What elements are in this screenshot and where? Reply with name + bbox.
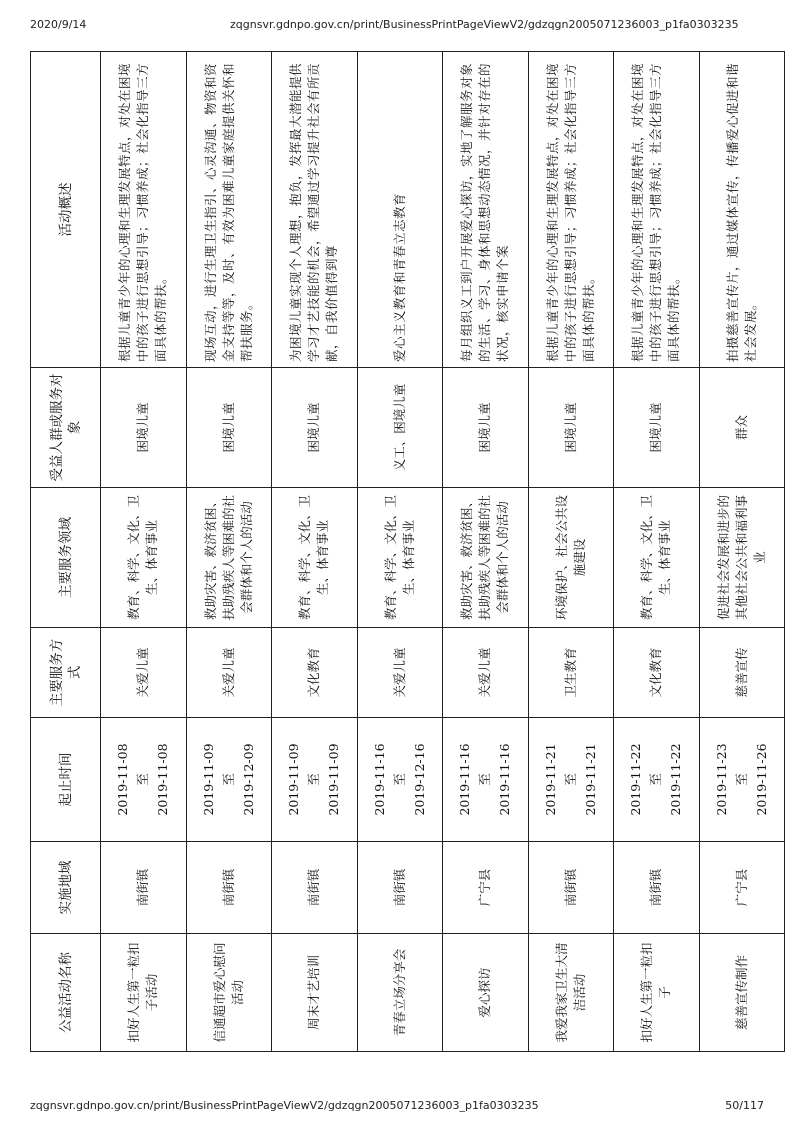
period-start: 2019-11-08 bbox=[115, 743, 131, 816]
activity-summary: 为困境儿童实现个人理想，抱负，发挥最大潜能提供学习才艺技能的机会，希望通过学习提升社会有所贡献，自我价值得到尊 bbox=[272, 52, 358, 368]
activity-name: 周末才艺培训 bbox=[272, 934, 358, 1052]
service-method: 文化教育 bbox=[272, 628, 358, 718]
table-row bbox=[186, 52, 272, 1052]
activity-region: 南街镇 bbox=[614, 842, 700, 934]
activity-summary: 拍摄慈善宣传片，通过媒体宣传，传播爱心促进和谐社会发展。 bbox=[699, 52, 785, 368]
activity-name: 青春立场分享会 bbox=[357, 934, 443, 1052]
activity-summary: 爱心主义教育和青春立志教育 bbox=[357, 52, 443, 368]
service-target: 义工、困境儿童 bbox=[357, 368, 443, 488]
period-start: 2019-11-16 bbox=[371, 743, 387, 816]
header-activity-name: 公益活动名称 bbox=[31, 934, 101, 1052]
service-method: 关爱儿童 bbox=[101, 628, 187, 718]
service-field: 教育、科学、文化、卫生、体育事业 bbox=[614, 488, 700, 628]
service-method: 关爱儿童 bbox=[186, 628, 272, 718]
service-target: 困境儿童 bbox=[272, 368, 358, 488]
header-target: 受益人群或服务对象 bbox=[31, 368, 101, 488]
period-start: 2019-11-21 bbox=[542, 743, 558, 816]
header-region: 实施地域 bbox=[31, 842, 101, 934]
period-separator: 至 bbox=[391, 773, 407, 786]
activity-region: 广宁县 bbox=[699, 842, 785, 934]
table-row bbox=[443, 52, 529, 1052]
activity-name: 扣好人生第一粒扣子活动 bbox=[101, 934, 187, 1052]
table-row bbox=[357, 52, 443, 1052]
activity-region: 南街镇 bbox=[272, 842, 358, 934]
activity-name: 我爱我家卫生大清洁活动 bbox=[528, 934, 614, 1052]
period-end: 2019-11-09 bbox=[326, 743, 342, 816]
service-target: 群众 bbox=[699, 368, 785, 488]
service-field: 教育、科学、文化、卫生、体育事业 bbox=[357, 488, 443, 628]
activity-name: 扣好人生第一粒扣子 bbox=[614, 934, 700, 1052]
table-row bbox=[272, 52, 358, 1052]
activity-region: 南街镇 bbox=[528, 842, 614, 934]
period-separator: 至 bbox=[220, 773, 236, 786]
table-row bbox=[101, 52, 187, 1052]
period-start: 2019-11-23 bbox=[713, 743, 729, 816]
activity-region: 南街镇 bbox=[357, 842, 443, 934]
footer-url: zqgnsvr.gdnpo.gov.cn/print/BusinessPrintPageViewV2/gdzqgn2005071236003_p1fa0303235 bbox=[30, 1099, 539, 1112]
header-field: 主要服务领域 bbox=[31, 488, 101, 628]
page-number: 50/117 bbox=[725, 1099, 764, 1112]
period-end: 2019-11-22 bbox=[668, 743, 684, 816]
activity-period bbox=[101, 718, 187, 842]
service-method: 关爱儿童 bbox=[357, 628, 443, 718]
period-end: 2019-12-09 bbox=[240, 743, 256, 816]
period-separator: 至 bbox=[306, 773, 322, 786]
service-method: 文化教育 bbox=[614, 628, 700, 718]
activity-region: 南街镇 bbox=[101, 842, 187, 934]
activity-summary: 根据儿童青少年的心理和生理发展特点，对处在困境中的孩子进行思想引导；习惯养成；社会化指导三方面具体的帮扶。 bbox=[528, 52, 614, 368]
service-target: 困境儿童 bbox=[186, 368, 272, 488]
activity-region: 南街镇 bbox=[186, 842, 272, 934]
period-end: 2019-11-08 bbox=[155, 743, 171, 816]
period-start: 2019-11-09 bbox=[286, 743, 302, 816]
header-period: 起止时间 bbox=[31, 718, 101, 842]
activity-table bbox=[30, 51, 785, 1052]
activity-summary: 每月组织义工到户开展爱心探访，实地了解服务对象的生活、学习、身体和思想动态情况，并针对存在的状况，核实申请个案 bbox=[443, 52, 529, 368]
activity-period bbox=[186, 718, 272, 842]
period-separator: 至 bbox=[135, 773, 151, 786]
table-row bbox=[699, 52, 785, 1052]
header-url: zqgnsvr.gdnpo.gov.cn/print/BusinessPrintPageViewV2/gdzqgn2005071236003_p1fa0303235 bbox=[230, 18, 739, 31]
period-start: 2019-11-09 bbox=[200, 743, 216, 816]
service-target: 困境儿童 bbox=[528, 368, 614, 488]
period-separator: 至 bbox=[648, 773, 664, 786]
activity-summary: 现场互动，进行生理卫生指引、心灵沟通、物资和资金支持等等，及时、有效为困难儿童家庭提供关怀和帮扶服务。 bbox=[186, 52, 272, 368]
service-field: 教育、科学、文化、卫生、体育事业 bbox=[101, 488, 187, 628]
period-start: 2019-11-22 bbox=[628, 743, 644, 816]
activity-region: 广宁县 bbox=[443, 842, 529, 934]
period-separator: 至 bbox=[733, 773, 749, 786]
header-summary: 活动概述 bbox=[31, 52, 101, 368]
table-header-row bbox=[31, 52, 101, 1052]
service-field: 教育、科学、文化、卫生、体育事业 bbox=[272, 488, 358, 628]
period-start: 2019-11-16 bbox=[457, 743, 473, 816]
activity-name: 慈善宣传制作 bbox=[699, 934, 785, 1052]
service-field: 救助灾害、救济贫困、扶助残疾人等困难的社会群体和个人的活动 bbox=[186, 488, 272, 628]
activity-period bbox=[357, 718, 443, 842]
activity-summary: 根据儿童青少年的心理和生理发展特点，对处在困境中的孩子进行思想引导；习惯养成；社会化指导三方面具体的帮扶。 bbox=[101, 52, 187, 368]
service-field: 环境保护、社会公共设施建设 bbox=[528, 488, 614, 628]
activity-period bbox=[272, 718, 358, 842]
activity-period bbox=[614, 718, 700, 842]
header-date: 2020/9/14 bbox=[30, 18, 87, 31]
table-row bbox=[614, 52, 700, 1052]
activity-period bbox=[528, 718, 614, 842]
service-target: 困境儿童 bbox=[101, 368, 187, 488]
service-target: 困境儿童 bbox=[614, 368, 700, 488]
header-method: 主要服务方式 bbox=[31, 628, 101, 718]
period-separator: 至 bbox=[562, 773, 578, 786]
activity-period bbox=[699, 718, 785, 842]
activity-name: 爱心探访 bbox=[443, 934, 529, 1052]
activity-period bbox=[443, 718, 529, 842]
service-field: 救助灾害、救济贫困、扶助残疾人等困难的社会群体和个人的活动 bbox=[443, 488, 529, 628]
period-end: 2019-11-26 bbox=[753, 743, 769, 816]
period-separator: 至 bbox=[477, 773, 493, 786]
service-field: 促进社会发展和进步的其他社会公共和福利事业 bbox=[699, 488, 785, 628]
service-method: 慈善宣传 bbox=[699, 628, 785, 718]
table-row bbox=[528, 52, 614, 1052]
activity-name: 信通超市爱心慰问活动 bbox=[186, 934, 272, 1052]
period-end: 2019-11-21 bbox=[582, 743, 598, 816]
service-method: 关爱儿童 bbox=[443, 628, 529, 718]
activity-summary: 根据儿童青少年的心理和生理发展特点，对处在困境中的孩子进行思想引导；习惯养成；社会化指导三方面具体的帮扶。 bbox=[614, 52, 700, 368]
period-end: 2019-11-16 bbox=[497, 743, 513, 816]
service-target: 困境儿童 bbox=[443, 368, 529, 488]
service-method: 卫生教育 bbox=[528, 628, 614, 718]
activity-table-container bbox=[30, 52, 785, 1052]
period-end: 2019-12-16 bbox=[411, 743, 427, 816]
